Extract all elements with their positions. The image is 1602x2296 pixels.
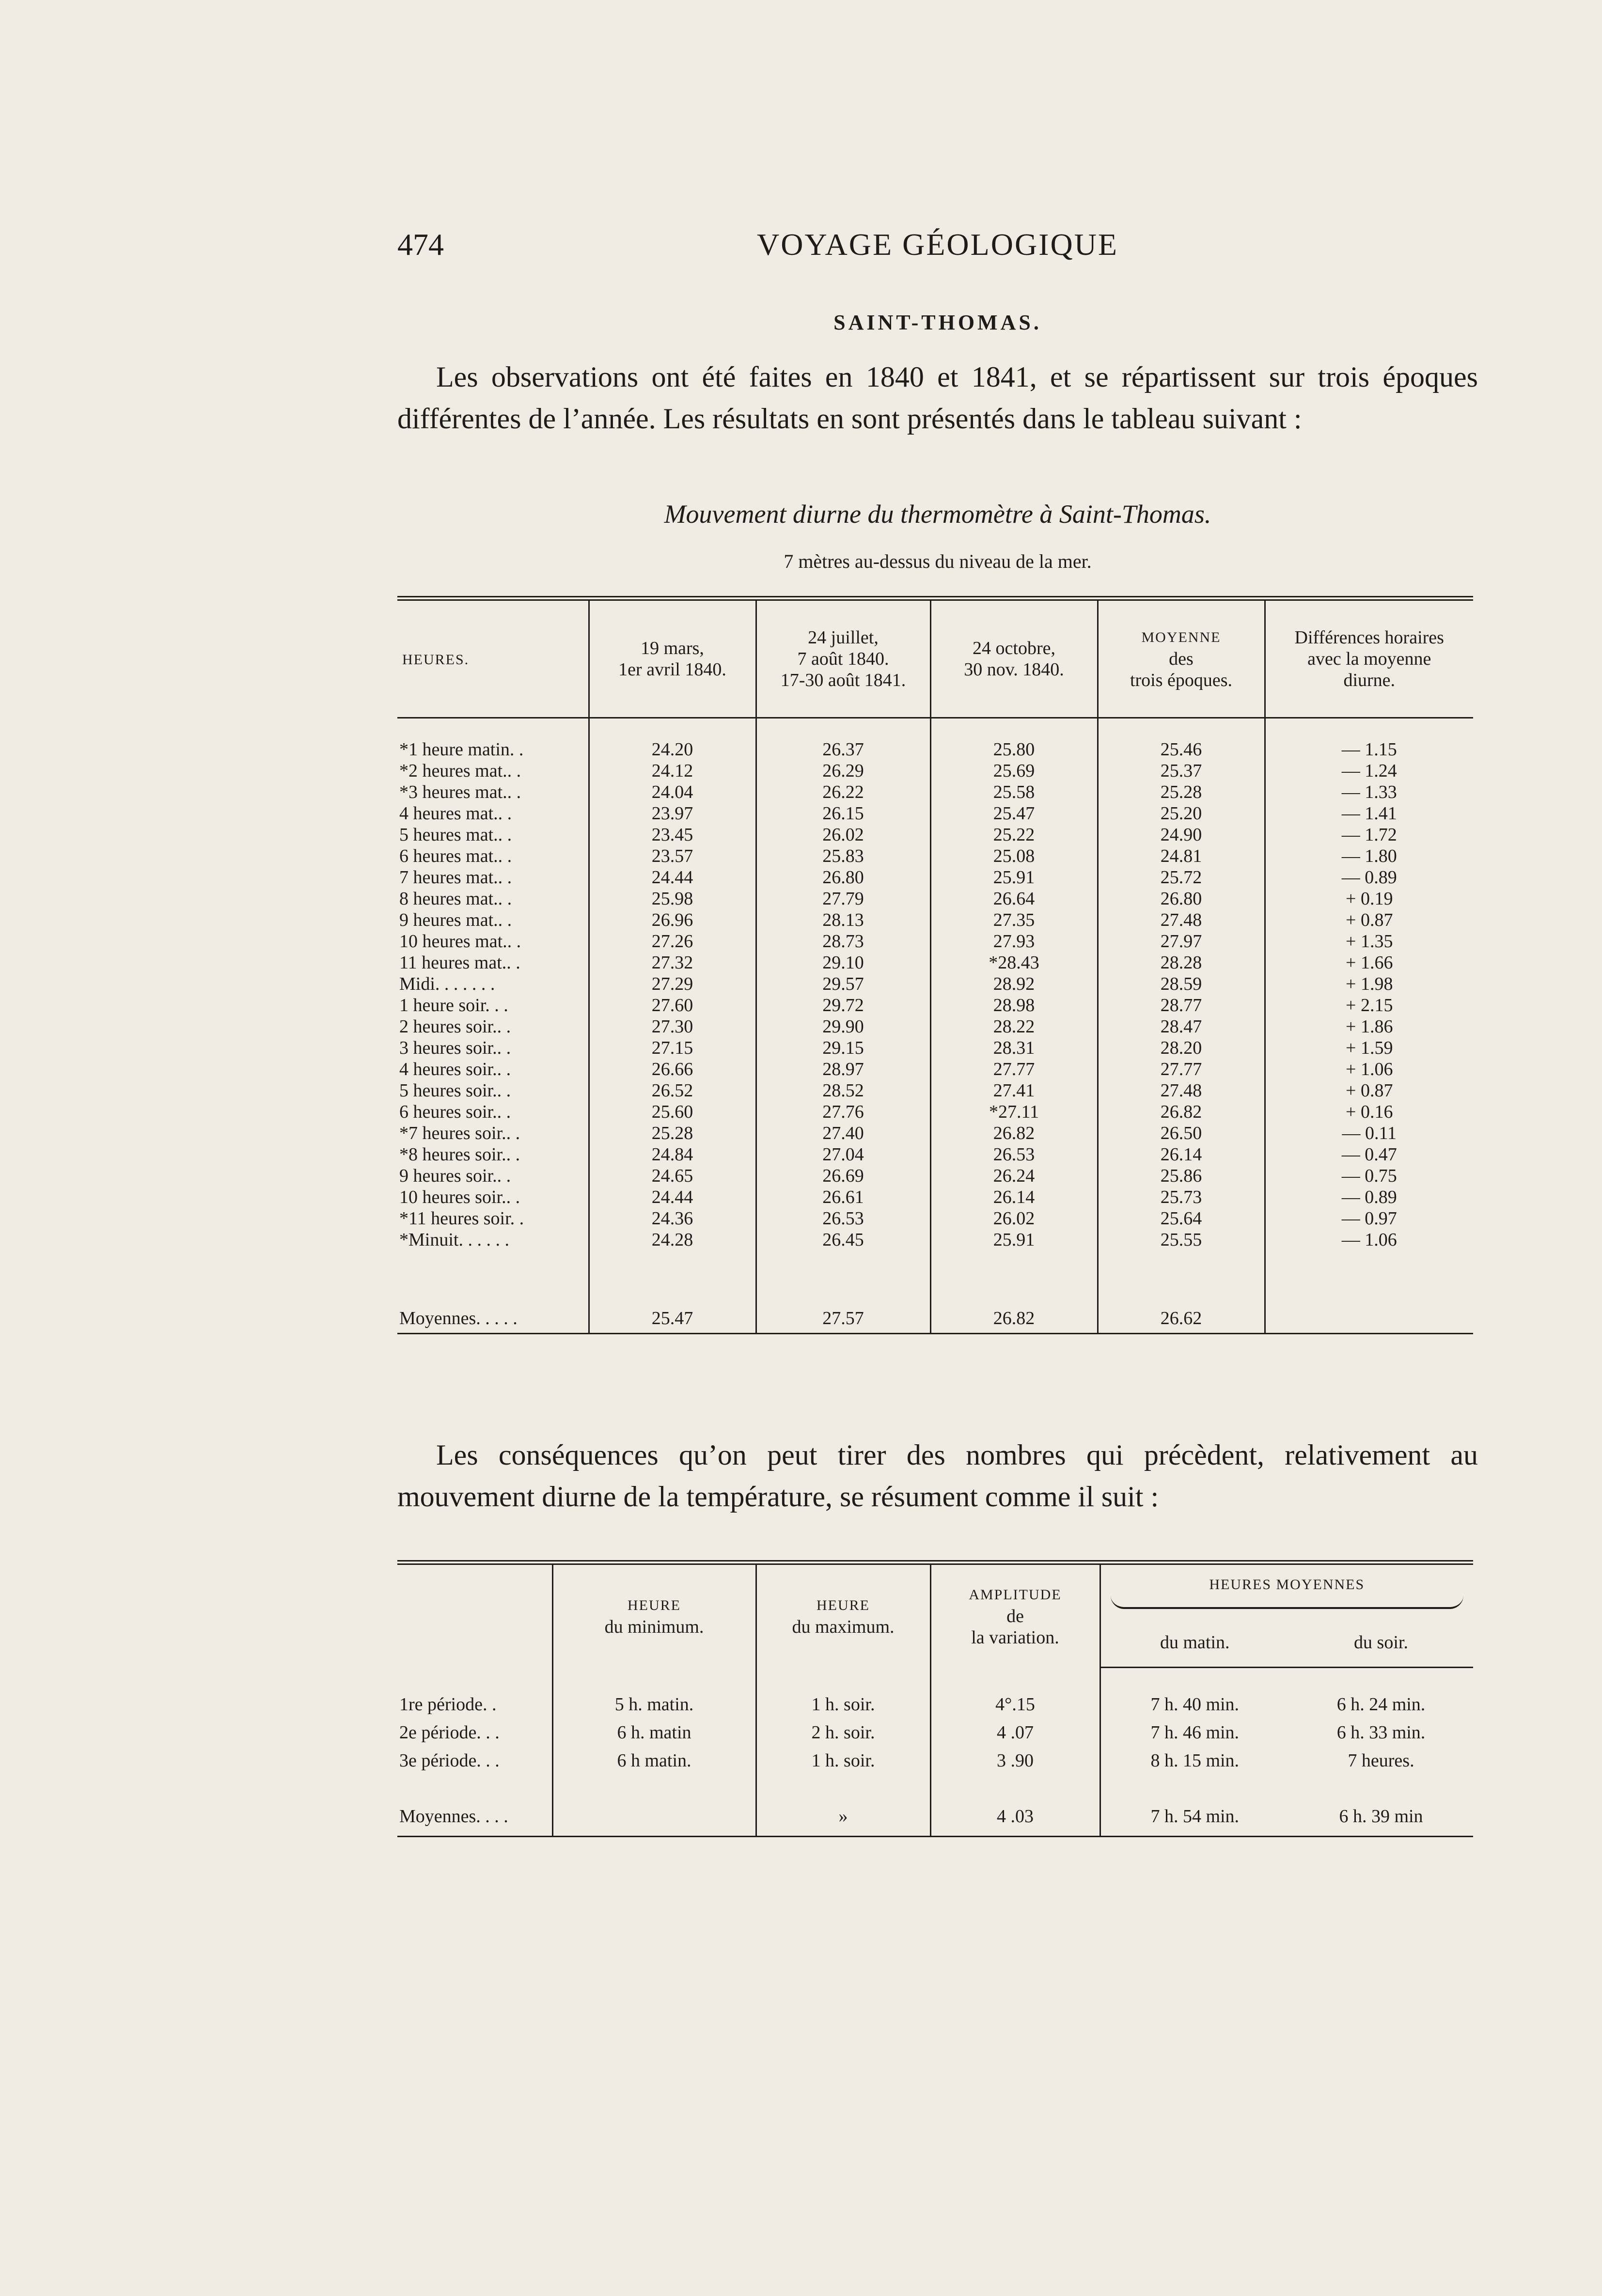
value-cell: 26.82 bbox=[1098, 1101, 1265, 1123]
value-cell: + 0.87 bbox=[1265, 909, 1473, 931]
value-cell: 26.37 bbox=[756, 739, 930, 760]
value-cell: 25.55 bbox=[1098, 1229, 1265, 1250]
value-cell: *27.11 bbox=[930, 1101, 1098, 1123]
table-row bbox=[397, 1747, 1473, 1775]
value-cell: 27.26 bbox=[589, 931, 756, 952]
value-cell bbox=[1265, 1304, 1473, 1334]
value-cell: + 1.86 bbox=[1265, 1016, 1473, 1037]
value-cell: 1 h. soir. bbox=[756, 1747, 930, 1775]
value-cell: 24.36 bbox=[589, 1208, 756, 1229]
table-header-row bbox=[397, 598, 1473, 718]
period-cell: 1re période. . bbox=[399, 1694, 497, 1715]
value-cell: 25.83 bbox=[756, 845, 930, 867]
value-cell: — 1.80 bbox=[1265, 845, 1473, 867]
summary-header-amplitude: AMPLITUDE de la variation. bbox=[930, 1562, 1100, 1668]
value-cell: 2 h. soir. bbox=[756, 1718, 930, 1747]
table-row bbox=[397, 1144, 1473, 1165]
value-cell: + 1.59 bbox=[1265, 1037, 1473, 1059]
value-cell: 24.84 bbox=[589, 1144, 756, 1165]
value-cell: 28.59 bbox=[1098, 973, 1265, 995]
value-cell: + 1.35 bbox=[1265, 931, 1473, 952]
summary-header-morning: du matin. bbox=[1100, 1618, 1289, 1668]
spacer-cell bbox=[397, 1775, 552, 1797]
spacer-cell bbox=[1265, 1250, 1473, 1304]
value-cell: 6 h. 24 min. bbox=[1336, 1694, 1426, 1715]
value-cell: 25.86 bbox=[1098, 1165, 1265, 1187]
table-row bbox=[397, 973, 1473, 995]
spacer-cell bbox=[1289, 1775, 1473, 1797]
period-cell: 2e période. . . bbox=[399, 1722, 500, 1743]
value-cell: 6 h. 33 min. bbox=[1336, 1722, 1426, 1743]
spacer-cell bbox=[930, 1250, 1098, 1304]
value-cell: 28.28 bbox=[1098, 952, 1265, 973]
table-row bbox=[397, 781, 1473, 803]
value-cell: + 2.15 bbox=[1265, 995, 1473, 1016]
value-cell: — 0.97 bbox=[1265, 1208, 1473, 1229]
table-row bbox=[397, 1059, 1473, 1080]
value-cell: 27.32 bbox=[589, 952, 756, 973]
value-cell: 7 h. 40 min. bbox=[1100, 1690, 1289, 1718]
hour-cell: *2 heures mat.. . bbox=[399, 761, 521, 781]
hour-cell: 9 heures soir.. . bbox=[399, 1166, 511, 1186]
value-cell: 28.98 bbox=[930, 995, 1098, 1016]
value-cell: 25.64 bbox=[1098, 1208, 1265, 1229]
value-cell: 24.44 bbox=[589, 867, 756, 888]
value-cell: 7 h. 54 min. bbox=[1100, 1797, 1289, 1837]
spacer-cell bbox=[1100, 1775, 1289, 1797]
hour-cell: Midi. . . . . . . bbox=[399, 974, 495, 994]
hour-cell: *3 heures mat.. . bbox=[399, 782, 521, 802]
spacer-cell bbox=[1098, 1250, 1265, 1304]
summary-header-avg-hours: HEURES MOYENNES bbox=[1100, 1562, 1473, 1618]
value-cell: » bbox=[756, 1797, 930, 1837]
value-cell: 6 h. matin bbox=[552, 1718, 756, 1747]
hour-cell: 4 heures mat.. . bbox=[399, 803, 512, 824]
summary-header-period bbox=[397, 1562, 552, 1668]
value-cell: 28.47 bbox=[1098, 1016, 1265, 1037]
value-cell: 29.15 bbox=[756, 1037, 930, 1059]
table-title: Mouvement diurne du thermomètre à Saint-Thomas. bbox=[664, 500, 1211, 529]
period-cell: Moyennes. . . . bbox=[397, 1797, 552, 1837]
value-cell: — 0.75 bbox=[1265, 1165, 1473, 1187]
value-cell: — 1.41 bbox=[1265, 803, 1473, 824]
value-cell: 7 heures. bbox=[1348, 1750, 1414, 1771]
value-cell: 26.22 bbox=[756, 781, 930, 803]
value-cell: *28.43 bbox=[930, 952, 1098, 973]
value-cell: 27.35 bbox=[930, 909, 1098, 931]
value-cell: 26.82 bbox=[930, 1123, 1098, 1144]
value-cell: + 0.19 bbox=[1265, 888, 1473, 909]
summary-header-min: HEURE du minimum. bbox=[552, 1562, 756, 1668]
value-cell: — 1.15 bbox=[1265, 739, 1473, 760]
value-cell: 25.28 bbox=[589, 1123, 756, 1144]
hour-cell: 5 heures mat.. . bbox=[399, 825, 512, 845]
value-cell: 25.20 bbox=[1098, 803, 1265, 824]
hour-cell: *11 heures soir. . bbox=[399, 1208, 524, 1229]
value-cell: 27.57 bbox=[756, 1304, 930, 1334]
running-head: VOYAGE GÉOLOGIQUE bbox=[757, 227, 1118, 262]
table-row bbox=[397, 952, 1473, 973]
hour-cell: 11 heures mat.. . bbox=[399, 953, 520, 973]
table-row bbox=[397, 760, 1473, 781]
value-cell: 26.53 bbox=[756, 1208, 930, 1229]
spacer-cell bbox=[756, 1250, 930, 1304]
table-row bbox=[397, 845, 1473, 867]
value-cell: 27.40 bbox=[756, 1123, 930, 1144]
table-row bbox=[397, 931, 1473, 952]
spacer-row bbox=[397, 1775, 1473, 1797]
value-cell: 4 .07 bbox=[930, 1718, 1100, 1747]
value-cell: 28.22 bbox=[930, 1016, 1098, 1037]
value-cell: 27.77 bbox=[930, 1059, 1098, 1080]
spacer-row bbox=[397, 1250, 1473, 1304]
value-cell: 25.69 bbox=[930, 760, 1098, 781]
header-hours: HEURES. bbox=[397, 598, 589, 718]
hour-cell: 1 heure soir. . . bbox=[399, 995, 508, 1015]
value-cell: 24.20 bbox=[589, 739, 756, 760]
value-cell: 24.04 bbox=[589, 781, 756, 803]
hour-cell: *7 heures soir.. . bbox=[399, 1123, 520, 1143]
value-cell: 27.04 bbox=[756, 1144, 930, 1165]
value-cell: — 0.89 bbox=[1265, 867, 1473, 888]
value-cell: 26.69 bbox=[756, 1165, 930, 1187]
hour-cell: 3 heures soir.. . bbox=[399, 1038, 511, 1058]
table-row bbox=[397, 888, 1473, 909]
value-cell: 25.80 bbox=[930, 739, 1098, 760]
table-row bbox=[397, 1718, 1473, 1747]
value-cell: 6 h matin. bbox=[552, 1747, 756, 1775]
table-row bbox=[397, 1016, 1473, 1037]
spacer-row bbox=[397, 1668, 1473, 1691]
value-cell: 29.57 bbox=[756, 973, 930, 995]
value-cell: 26.96 bbox=[589, 909, 756, 931]
value-cell: 25.72 bbox=[1098, 867, 1265, 888]
hour-cell: *Minuit. . . . . . bbox=[399, 1230, 509, 1250]
period-cell: 3e période. . . bbox=[399, 1750, 500, 1771]
value-cell: 4°.15 bbox=[930, 1690, 1100, 1718]
value-cell: 26.80 bbox=[1098, 888, 1265, 909]
summary-header-max: HEURE du maximum. bbox=[756, 1562, 930, 1668]
value-cell: 26.02 bbox=[756, 824, 930, 845]
value-cell: 26.45 bbox=[756, 1229, 930, 1250]
value-cell: 24.90 bbox=[1098, 824, 1265, 845]
value-cell: 23.97 bbox=[589, 803, 756, 824]
value-cell: 24.65 bbox=[589, 1165, 756, 1187]
value-cell: 8 h. 15 min. bbox=[1100, 1747, 1289, 1775]
table-row bbox=[397, 824, 1473, 845]
hour-cell: 9 heures mat.. . bbox=[399, 910, 512, 930]
value-cell: 24.81 bbox=[1098, 845, 1265, 867]
hour-cell: 6 heures mat.. . bbox=[399, 846, 512, 866]
value-cell: 28.77 bbox=[1098, 995, 1265, 1016]
value-cell: 26.29 bbox=[756, 760, 930, 781]
value-cell: 26.14 bbox=[930, 1187, 1098, 1208]
spacer-cell bbox=[552, 1775, 756, 1797]
value-cell: — 1.33 bbox=[1265, 781, 1473, 803]
value-cell: 26.53 bbox=[930, 1144, 1098, 1165]
section-title: SAINT-THOMAS. bbox=[833, 311, 1042, 334]
value-cell: 28.97 bbox=[756, 1059, 930, 1080]
value-cell: 26.52 bbox=[589, 1080, 756, 1101]
header-period-1: 19 mars, 1er avril 1840. bbox=[589, 598, 756, 718]
table-row bbox=[397, 1080, 1473, 1101]
value-cell: — 0.89 bbox=[1265, 1187, 1473, 1208]
value-cell bbox=[552, 1797, 756, 1837]
value-cell: 1 h. soir. bbox=[756, 1690, 930, 1718]
averages-row bbox=[397, 1304, 1473, 1334]
table-row bbox=[397, 1208, 1473, 1229]
value-cell: 25.37 bbox=[1098, 760, 1265, 781]
value-cell: 27.60 bbox=[589, 995, 756, 1016]
value-cell: — 1.24 bbox=[1265, 760, 1473, 781]
value-cell: — 0.47 bbox=[1265, 1144, 1473, 1165]
spacer-row bbox=[397, 718, 1473, 739]
value-cell: 28.31 bbox=[930, 1037, 1098, 1059]
table-row bbox=[397, 909, 1473, 931]
value-cell: 29.72 bbox=[756, 995, 930, 1016]
table-row bbox=[397, 1165, 1473, 1187]
value-cell: 27.76 bbox=[756, 1101, 930, 1123]
value-cell: 27.48 bbox=[1098, 909, 1265, 931]
value-cell: — 1.06 bbox=[1265, 1229, 1473, 1250]
value-cell: 6 h. 39 min bbox=[1289, 1797, 1473, 1837]
value-cell: 28.13 bbox=[756, 909, 930, 931]
value-cell: 27.97 bbox=[1098, 931, 1265, 952]
value-cell: 28.92 bbox=[930, 973, 1098, 995]
value-cell: + 1.98 bbox=[1265, 973, 1473, 995]
value-cell: 3 .90 bbox=[930, 1747, 1100, 1775]
value-cell: 5 h. matin. bbox=[552, 1690, 756, 1718]
value-cell: — 1.72 bbox=[1265, 824, 1473, 845]
value-cell: + 0.16 bbox=[1265, 1101, 1473, 1123]
value-cell: 26.66 bbox=[589, 1059, 756, 1080]
value-cell: 25.73 bbox=[1098, 1187, 1265, 1208]
table-row bbox=[397, 739, 1473, 760]
intro-paragraph: Les observations ont été faites en 1840 et 1841, et se répartissent sur trois époques différentes de l’année. Les résultats en sont présentés dans le tableau suivant : bbox=[397, 361, 1478, 435]
hour-cell: 6 heures soir.. . bbox=[399, 1102, 511, 1122]
hour-cell: 10 heures soir.. . bbox=[399, 1187, 520, 1207]
value-cell: 27.30 bbox=[589, 1016, 756, 1037]
table-row bbox=[397, 1037, 1473, 1059]
value-cell: 25.08 bbox=[930, 845, 1098, 867]
hour-cell: 8 heures mat.. . bbox=[399, 889, 512, 909]
table-row bbox=[397, 1690, 1473, 1718]
value-cell: 27.79 bbox=[756, 888, 930, 909]
value-cell: 25.91 bbox=[930, 867, 1098, 888]
value-cell: 7 h. 46 min. bbox=[1100, 1718, 1289, 1747]
table-row bbox=[397, 803, 1473, 824]
value-cell: + 1.06 bbox=[1265, 1059, 1473, 1080]
value-cell: 26.80 bbox=[756, 867, 930, 888]
value-cell: 25.91 bbox=[930, 1229, 1098, 1250]
value-cell: 26.61 bbox=[756, 1187, 930, 1208]
hour-cell: *8 heures soir.. . bbox=[399, 1144, 520, 1165]
value-cell: 23.45 bbox=[589, 824, 756, 845]
hour-cell: 4 heures soir.. . bbox=[399, 1059, 511, 1079]
table-subtitle: 7 mètres au-dessus du niveau de la mer. bbox=[784, 550, 1092, 572]
table-row bbox=[397, 1123, 1473, 1144]
summary-header-evening: du soir. bbox=[1289, 1618, 1473, 1668]
page-number: 474 bbox=[397, 227, 444, 262]
table-row bbox=[397, 1187, 1473, 1208]
hour-cell: 5 heures soir.. . bbox=[399, 1080, 511, 1101]
value-cell: 26.24 bbox=[930, 1165, 1098, 1187]
hour-cell: 7 heures mat.. . bbox=[399, 867, 512, 888]
value-cell: 27.93 bbox=[930, 931, 1098, 952]
value-cell: 26.15 bbox=[756, 803, 930, 824]
header-period-3: 24 octobre, 30 nov. 1840. bbox=[930, 598, 1098, 718]
value-cell: 25.47 bbox=[589, 1304, 756, 1334]
spacer-cell bbox=[930, 1775, 1100, 1797]
value-cell: 27.48 bbox=[1098, 1080, 1265, 1101]
value-cell: 4 .03 bbox=[930, 1797, 1100, 1837]
value-cell: 25.22 bbox=[930, 824, 1098, 845]
value-cell: 29.10 bbox=[756, 952, 930, 973]
value-cell: 24.28 bbox=[589, 1229, 756, 1250]
value-cell: 28.52 bbox=[756, 1080, 930, 1101]
hour-cell: 2 heures soir.. . bbox=[399, 1016, 511, 1037]
page-header bbox=[397, 227, 1478, 270]
value-cell: 26.14 bbox=[1098, 1144, 1265, 1165]
summary-table bbox=[397, 1560, 1473, 1837]
table-row bbox=[397, 867, 1473, 888]
brace-mark bbox=[1111, 1595, 1464, 1609]
value-cell: 24.12 bbox=[589, 760, 756, 781]
value-cell: 26.02 bbox=[930, 1208, 1098, 1229]
value-cell: — 0.11 bbox=[1265, 1123, 1473, 1144]
summary-header-row-1 bbox=[397, 1562, 1473, 1618]
value-cell: 25.60 bbox=[589, 1101, 756, 1123]
value-cell: 28.73 bbox=[756, 931, 930, 952]
value-cell: 26.82 bbox=[930, 1304, 1098, 1334]
header-differences: Différences horaires avec la moyenne diurne. bbox=[1265, 598, 1473, 718]
value-cell: 26.64 bbox=[930, 888, 1098, 909]
value-cell: 25.47 bbox=[930, 803, 1098, 824]
value-cell: 27.29 bbox=[589, 973, 756, 995]
value-cell: 23.57 bbox=[589, 845, 756, 867]
hour-cell: 10 heures mat.. . bbox=[399, 931, 521, 952]
value-cell: 25.28 bbox=[1098, 781, 1265, 803]
hour-cell: *1 heure matin. . bbox=[399, 739, 524, 760]
value-cell: 25.98 bbox=[589, 888, 756, 909]
value-cell: 26.62 bbox=[1098, 1304, 1265, 1334]
value-cell: 25.58 bbox=[930, 781, 1098, 803]
header-average: MOYENNE des trois époques. bbox=[1098, 598, 1265, 718]
value-cell: 27.15 bbox=[589, 1037, 756, 1059]
table-row bbox=[397, 1101, 1473, 1123]
value-cell: 25.46 bbox=[1098, 739, 1265, 760]
table-row bbox=[397, 995, 1473, 1016]
value-cell: 27.41 bbox=[930, 1080, 1098, 1101]
hour-cell: Moyennes. . . . . bbox=[397, 1304, 589, 1334]
table-row bbox=[397, 1229, 1473, 1250]
value-cell: 29.90 bbox=[756, 1016, 930, 1037]
thermometer-table bbox=[397, 596, 1473, 1334]
averages-row bbox=[397, 1797, 1473, 1837]
value-cell: 24.44 bbox=[589, 1187, 756, 1208]
header-period-2: 24 juillet, 7 août 1840. 17-30 août 1841. bbox=[756, 598, 930, 718]
spacer-cell bbox=[589, 1250, 756, 1304]
value-cell: 28.20 bbox=[1098, 1037, 1265, 1059]
value-cell: 27.77 bbox=[1098, 1059, 1265, 1080]
value-cell: + 0.87 bbox=[1265, 1080, 1473, 1101]
conclusion-paragraph: Les conséquences qu’on peut tirer des nombres qui précèdent, relativement au mouvement diurne de la température, se résument comme il suit : bbox=[397, 1439, 1478, 1513]
spacer-cell bbox=[756, 1775, 930, 1797]
spacer-cell bbox=[397, 1250, 589, 1304]
value-cell: 26.50 bbox=[1098, 1123, 1265, 1144]
value-cell: + 1.66 bbox=[1265, 952, 1473, 973]
